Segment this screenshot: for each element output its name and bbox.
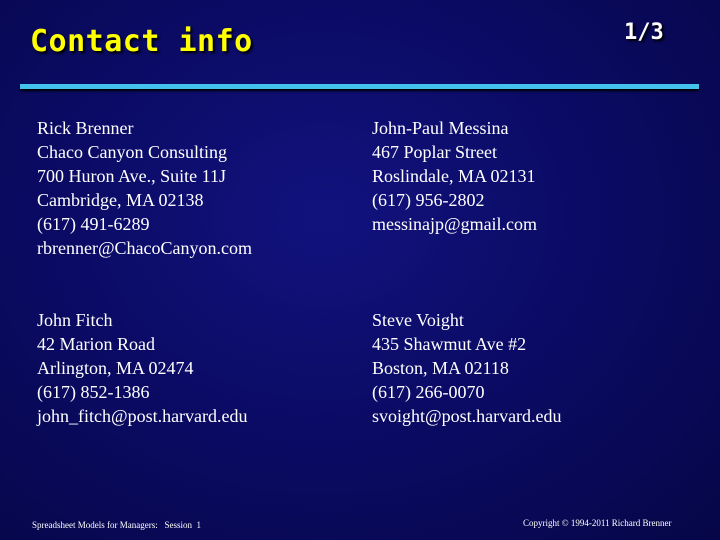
footer-copyright: Copyright © 1994-2011 Richard Brenner [523, 518, 672, 528]
slide-title: Contact info [30, 24, 253, 59]
title-divider [20, 84, 699, 89]
contact-name: Rick Brenner [37, 118, 134, 138]
contact-card-john-paul-messina [372, 116, 692, 236]
contact-card-john-fitch [37, 308, 357, 428]
contact-street: 700 Huron Ave., Suite 11J [37, 166, 226, 186]
contact-name: John-Paul Messina [372, 118, 509, 138]
contact-email: john_fitch@post.harvard.edu [37, 406, 248, 426]
contact-email: messinajp@gmail.com [372, 214, 538, 234]
contact-city: Boston, MA 02118 [372, 358, 509, 378]
contact-phone: (617) 852-1386 [37, 382, 150, 402]
contact-name: John Fitch [37, 310, 113, 330]
contact-card-rick-brenner [37, 116, 357, 260]
footer-course-label: Spreadsheet Models for Managers: Session 1 [32, 520, 201, 530]
contact-email: rbrenner@ChacoCanyon.com [37, 238, 253, 258]
contact-phone: (617) 491-6289 [37, 214, 150, 234]
contact-phone: (617) 956-2802 [372, 190, 485, 210]
contact-name: Steve Voight [372, 310, 464, 330]
contact-phone: (617) 266-0070 [372, 382, 485, 402]
contact-card-steve-voight [372, 308, 692, 428]
contact-city: Roslindale, MA 02131 [372, 166, 536, 186]
contact-street: 467 Poplar Street [372, 142, 497, 162]
contact-city: Cambridge, MA 02138 [37, 190, 204, 210]
contact-street: 435 Shawmut Ave #2 [372, 334, 527, 354]
page-number: 1/3 [624, 20, 664, 45]
contact-city: Arlington, MA 02474 [37, 358, 194, 378]
contact-street: 42 Marion Road [37, 334, 155, 354]
contact-email: svoight@post.harvard.edu [372, 406, 562, 426]
contact-company: Chaco Canyon Consulting [37, 142, 227, 162]
